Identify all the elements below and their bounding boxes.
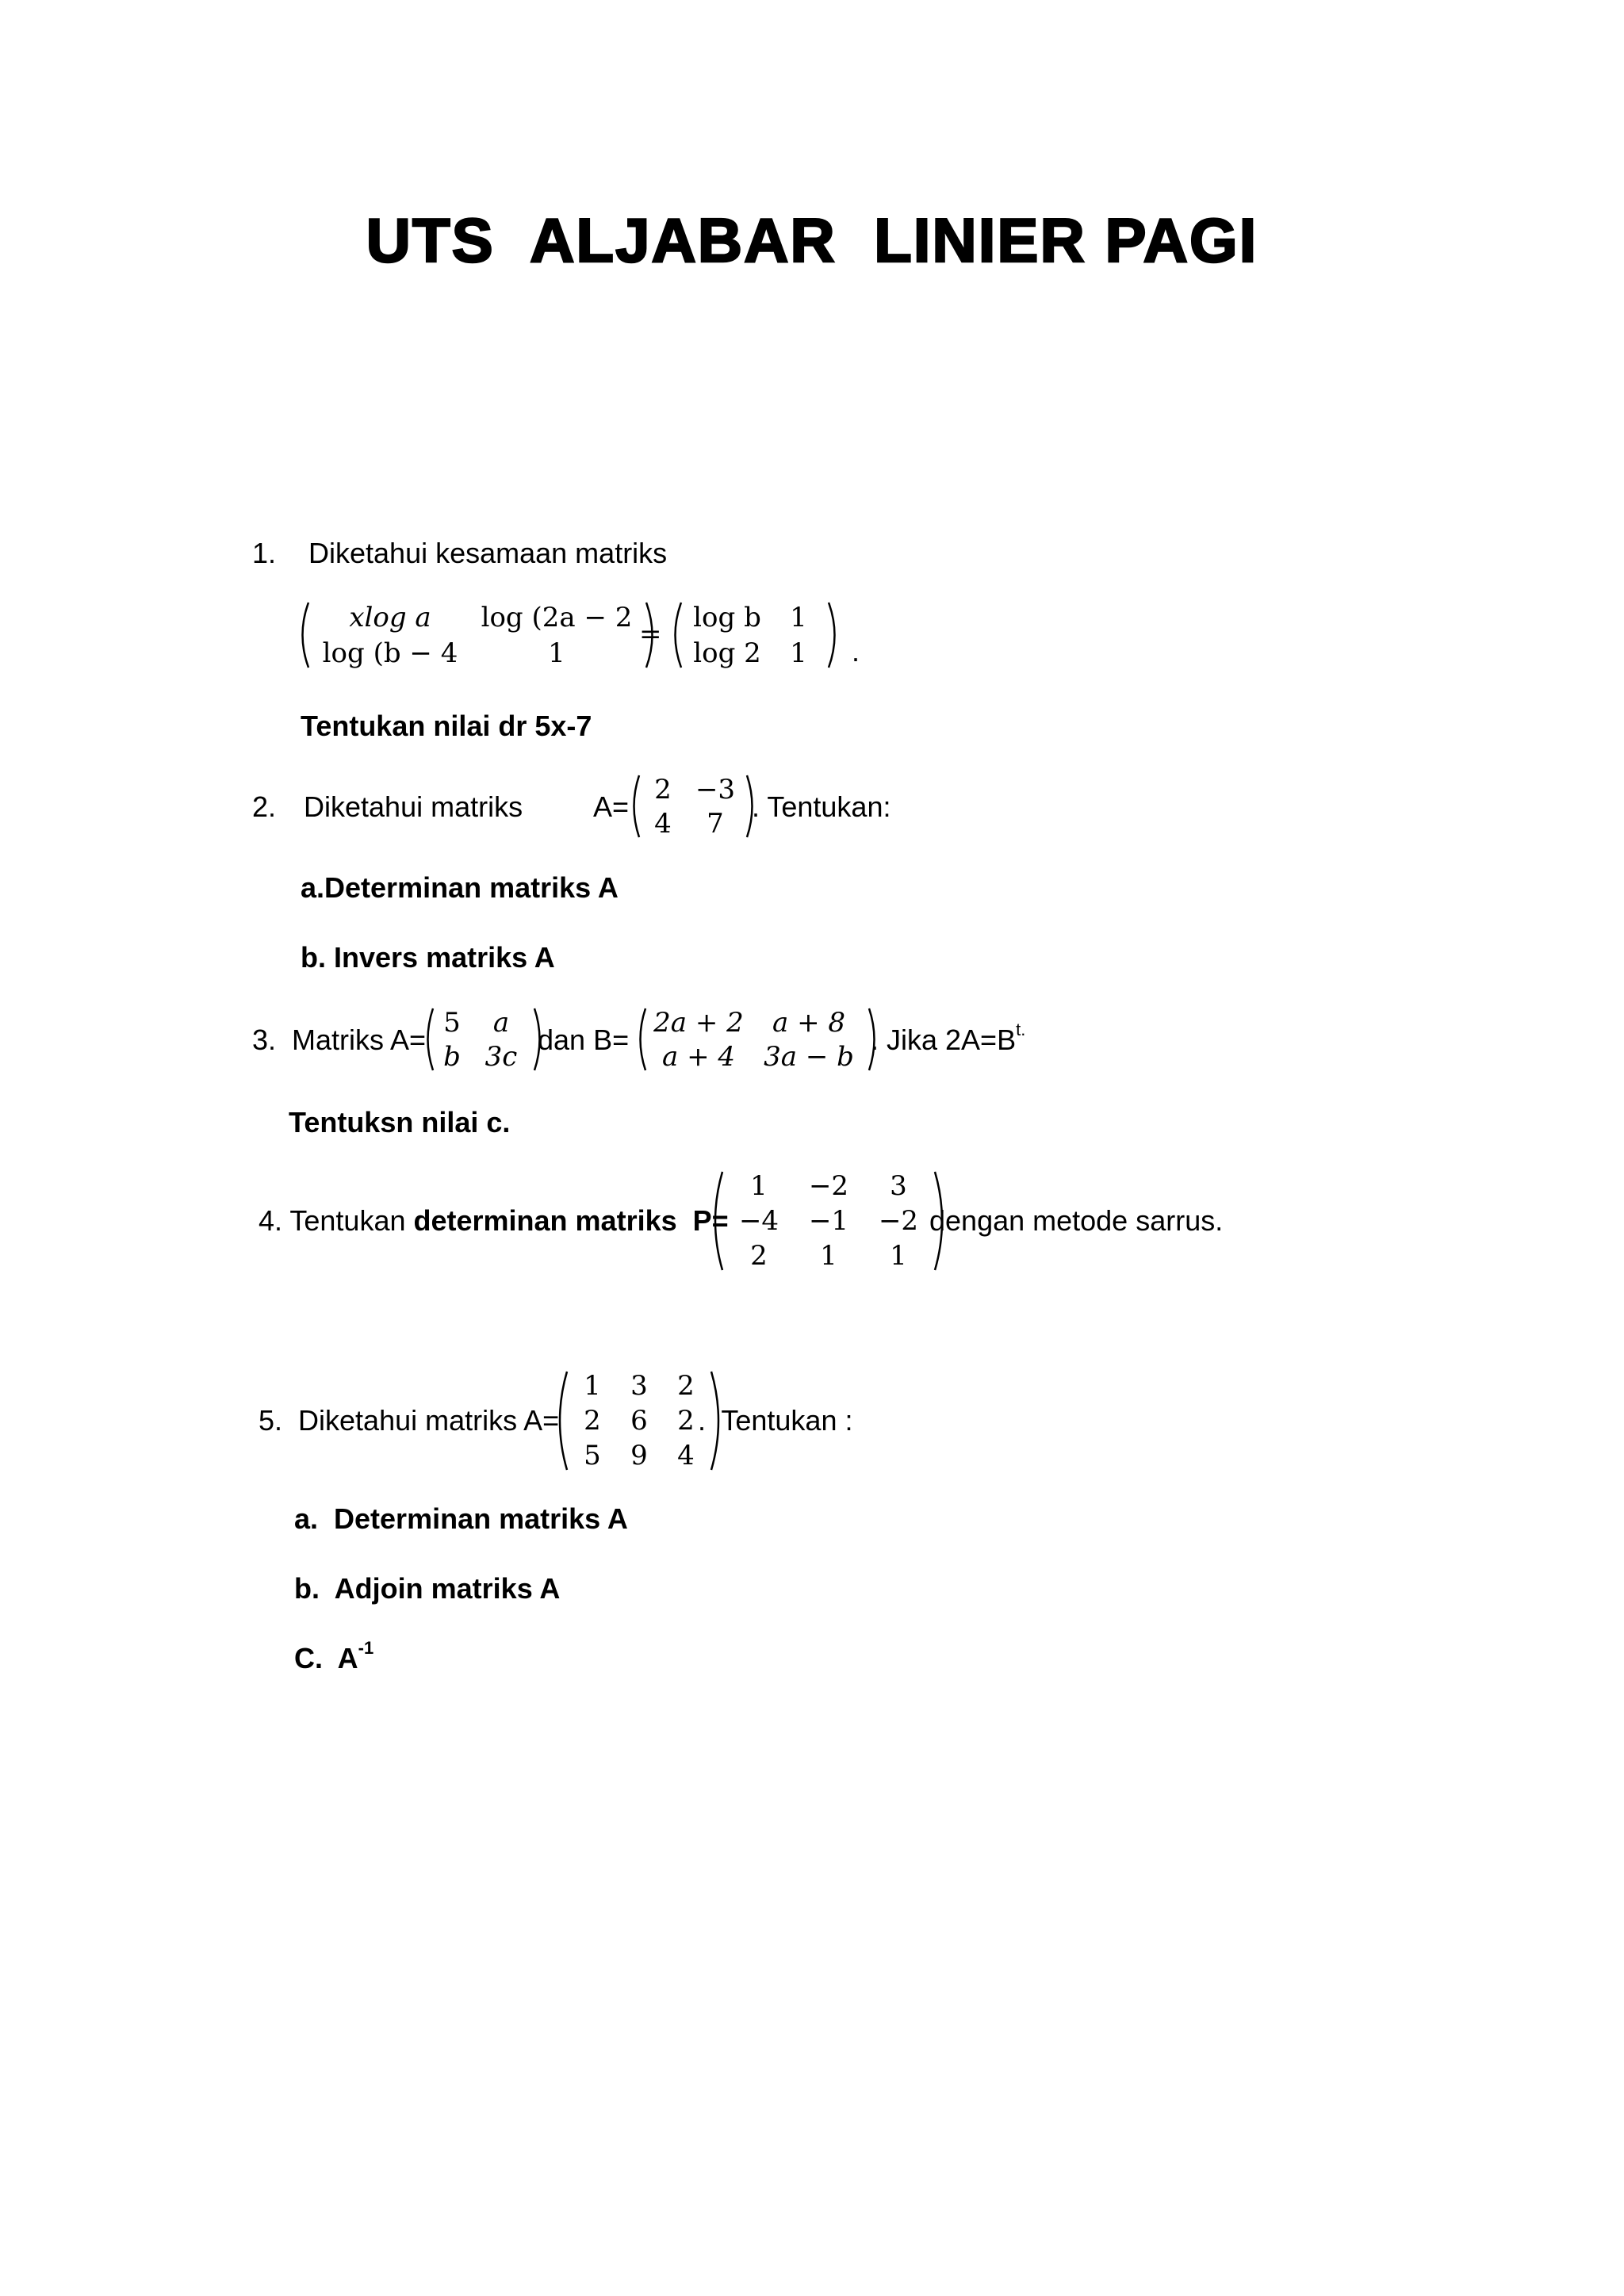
q2-cell: 2 bbox=[654, 773, 672, 806]
q3-middle-text: dan B= bbox=[538, 1024, 630, 1056]
q1-rhs-cell: log b bbox=[693, 601, 761, 633]
q5-cell: 6 bbox=[630, 1405, 648, 1437]
left-paren bbox=[628, 772, 641, 840]
q2-part-b: b. Invers matriks A bbox=[301, 941, 555, 974]
q4-pre-text: 4. Tentukan bbox=[259, 1204, 414, 1237]
q5-part-b: b. Adjoin matriks A bbox=[294, 1572, 561, 1605]
q1-lhs-cell: xlog a bbox=[349, 601, 431, 633]
q3-superscript: t. bbox=[1016, 1020, 1026, 1039]
q5-cell: 1 bbox=[584, 1370, 601, 1402]
q1-text: Diketahui kesamaan matriks bbox=[308, 537, 668, 569]
q4-cell: −4 bbox=[738, 1205, 779, 1237]
q4-cell: −2 bbox=[808, 1170, 849, 1202]
q5-part-a: a. Determinan matriks A bbox=[294, 1502, 628, 1535]
left-paren bbox=[552, 1368, 569, 1473]
q1-lhs-cell: log (2a − 2 bbox=[481, 601, 633, 633]
q2-cell: 4 bbox=[654, 807, 672, 840]
q3-b-cell: a + 8 bbox=[772, 1006, 845, 1039]
q3-a-cell: a bbox=[492, 1006, 510, 1039]
q3-matrix-b bbox=[634, 1005, 880, 1073]
q4-cell: 1 bbox=[890, 1240, 907, 1272]
q5-cell: 5 bbox=[584, 1440, 601, 1471]
left-paren bbox=[707, 1169, 725, 1273]
page-title: UTS ALJABAR LINIER PAGI bbox=[366, 205, 1258, 275]
right-paren bbox=[826, 599, 842, 671]
q3-a-cell: b bbox=[443, 1040, 461, 1073]
q4-cell: 3 bbox=[890, 1170, 907, 1202]
q3-b-cell: 3a − b bbox=[764, 1040, 854, 1073]
q4-after: dengan metode sarrus. bbox=[929, 1204, 1224, 1237]
q1-rhs-matrix bbox=[668, 599, 842, 671]
q5-part-c bbox=[294, 1638, 374, 1680]
q1-period: . bbox=[852, 635, 860, 668]
q4-cell: 2 bbox=[750, 1240, 768, 1272]
q3-after-text: . Jika 2A=B bbox=[871, 1024, 1017, 1056]
q1-rhs-cell: 1 bbox=[790, 601, 807, 633]
q5-after: . Tentukan : bbox=[698, 1404, 853, 1437]
q5-cell: 9 bbox=[630, 1440, 648, 1471]
q3-matrix-a bbox=[422, 1005, 546, 1073]
q1-lhs-cell: log (b − 4 bbox=[322, 637, 458, 669]
q3-after bbox=[871, 1020, 1026, 1062]
q4-cell: −1 bbox=[808, 1205, 849, 1237]
q5-cell: 2 bbox=[677, 1405, 695, 1437]
q2-matrix bbox=[628, 772, 758, 840]
q2-cell: 7 bbox=[707, 807, 724, 840]
q2-after: . Tentukan: bbox=[752, 790, 891, 823]
q1-rhs-cell: log 2 bbox=[693, 637, 761, 669]
q5-text: 5. Diketahui matriks A= bbox=[259, 1404, 560, 1437]
left-paren bbox=[295, 599, 311, 671]
left-paren bbox=[422, 1005, 435, 1073]
q3-b-cell: a + 4 bbox=[661, 1040, 735, 1073]
q4-bold-text: determinan matriks P= bbox=[413, 1204, 729, 1237]
q3-a-cell: 5 bbox=[443, 1006, 461, 1039]
q1-equals-sign: = bbox=[639, 618, 662, 650]
q5-part-c-superscript: -1 bbox=[358, 1638, 374, 1658]
q2-text: Diketahui matriks bbox=[304, 790, 523, 823]
q4-text bbox=[259, 1203, 729, 1238]
q5-cell: 4 bbox=[677, 1440, 695, 1471]
q5-cell: 2 bbox=[584, 1405, 601, 1437]
q1-lhs-matrix bbox=[295, 599, 660, 671]
q3-b-cell: 2a + 2 bbox=[653, 1006, 744, 1039]
q5-cell: 2 bbox=[677, 1370, 695, 1402]
q5-cell: 3 bbox=[630, 1370, 648, 1402]
q3-task: Tentuksn nilai c. bbox=[289, 1106, 511, 1138]
q1-lhs-cell: 1 bbox=[548, 637, 565, 669]
q5-part-c-text: C. A bbox=[294, 1642, 358, 1674]
q4-matrix bbox=[707, 1169, 950, 1273]
q1-rhs-cell: 1 bbox=[790, 637, 807, 669]
q2-part-a: a.Determinan matriks A bbox=[301, 871, 619, 904]
q3-text: 3. Matriks A= bbox=[252, 1024, 427, 1056]
q3-a-cell: 3c bbox=[485, 1040, 518, 1073]
q2-cell: −3 bbox=[695, 773, 736, 806]
q1-number: 1. bbox=[252, 537, 277, 569]
q4-cell: −2 bbox=[878, 1205, 919, 1237]
q4-cell: 1 bbox=[820, 1240, 837, 1272]
left-paren bbox=[634, 1005, 647, 1073]
left-paren bbox=[668, 599, 684, 671]
q2-matrix-label: A= bbox=[593, 790, 630, 823]
q2-number: 2. bbox=[252, 790, 277, 823]
q4-cell: 1 bbox=[750, 1170, 768, 1202]
q1-task: Tentukan nilai dr 5x-7 bbox=[301, 710, 592, 742]
